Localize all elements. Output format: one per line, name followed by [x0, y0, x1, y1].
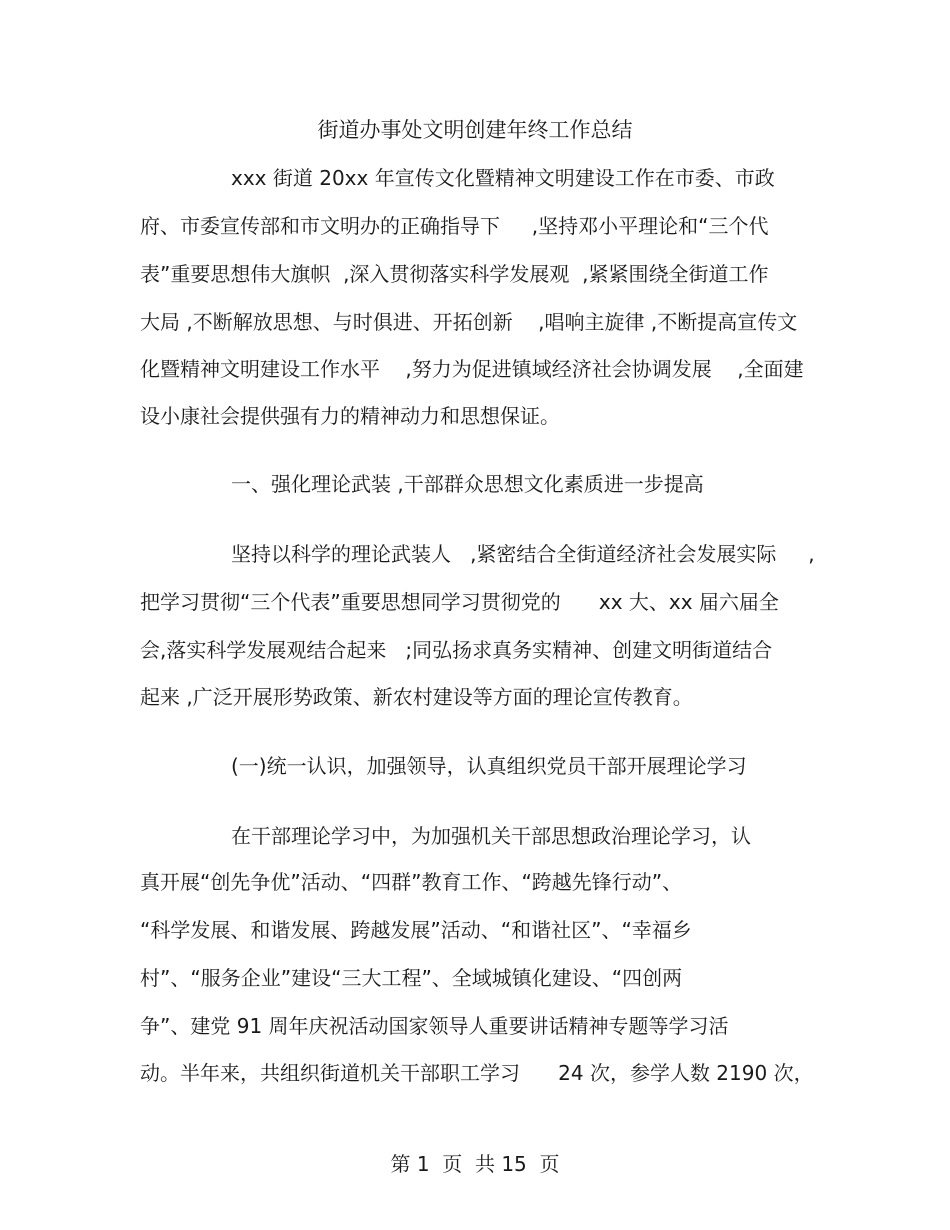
paragraph-1-line: 化暨精神文明建设工作水平 ,努力为促进镇域经济社会协调发展 ,全面建: [140, 357, 804, 381]
paragraph-1-line: xxx 街道 20xx 年宣传文化暨精神文明建设工作在市委、市政: [231, 166, 775, 190]
paragraph-1-line: 表”重要思想伟大旗帜 ,深入贯彻落实科学发展观 ,紧紧围绕全街道工作: [140, 262, 769, 286]
paragraph-1-line: 府、市委宣传部和市文明办的正确指导下 ,坚持邓小平理论和“三个代: [140, 214, 769, 238]
document-title: 街道办事处文明创建年终工作总结: [317, 118, 633, 142]
paragraph-1-line: 设小康社会提供强有力的精神动力和思想保证。: [140, 404, 560, 428]
paragraph-3-line: 争”、建党 91 周年庆祝活动国家领导人重要讲话精神专题等学习活: [140, 1014, 729, 1038]
section-heading-1: 一、强化理论武装 ,干部群众思想文化素质进一步提高: [231, 472, 704, 496]
paragraph-2-line: 坚持以科学的理论武装人 ,紧密结合全街道经济社会发展实际 ,: [231, 542, 815, 566]
paragraph-3-line: 村”、“服务企业”建设“三大工程”、全域城镇化建设、“四创两: [140, 966, 683, 990]
paragraph-2-line: 起来 ,广泛开展形势政策、新农村建设等方面的理论宣传教育。: [140, 685, 693, 709]
paragraph-2-line: 把学习贯彻“三个代表”重要思想同学习贯彻党的 xx 大、xx 届六届全: [140, 590, 779, 614]
paragraph-3-line: 真开展“创先争优”活动、“四群”教育工作、“跨越先锋行动”、: [140, 870, 683, 894]
section-heading-2: (一)统一认识，加强领导，认真组织党员干部开展理论学习: [231, 754, 747, 778]
paragraph-2-line: 会,落实科学发展观结合起来 ;同弘扬求真务实精神、创建文明街道结合: [140, 638, 773, 662]
paragraph-3-line: 动。半年来，共组织街道机关干部职工学习 24 次，参学人数 2190 次，: [140, 1061, 814, 1085]
paragraph-3-line: 在干部理论学习中，为加强机关干部思想政治理论学习，认: [231, 824, 751, 848]
page-number-footer: 第 1 页 共 15 页: [390, 1152, 560, 1176]
paragraph-1-line: 大局 ,不断解放思想、与时俱进、开拓创新 ,唱响主旋律 ,不断提高宣传文: [140, 310, 798, 334]
paragraph-3-line: “科学发展、和谐发展、跨越发展”活动、“和谐社区”、“幸福乡: [140, 918, 692, 942]
